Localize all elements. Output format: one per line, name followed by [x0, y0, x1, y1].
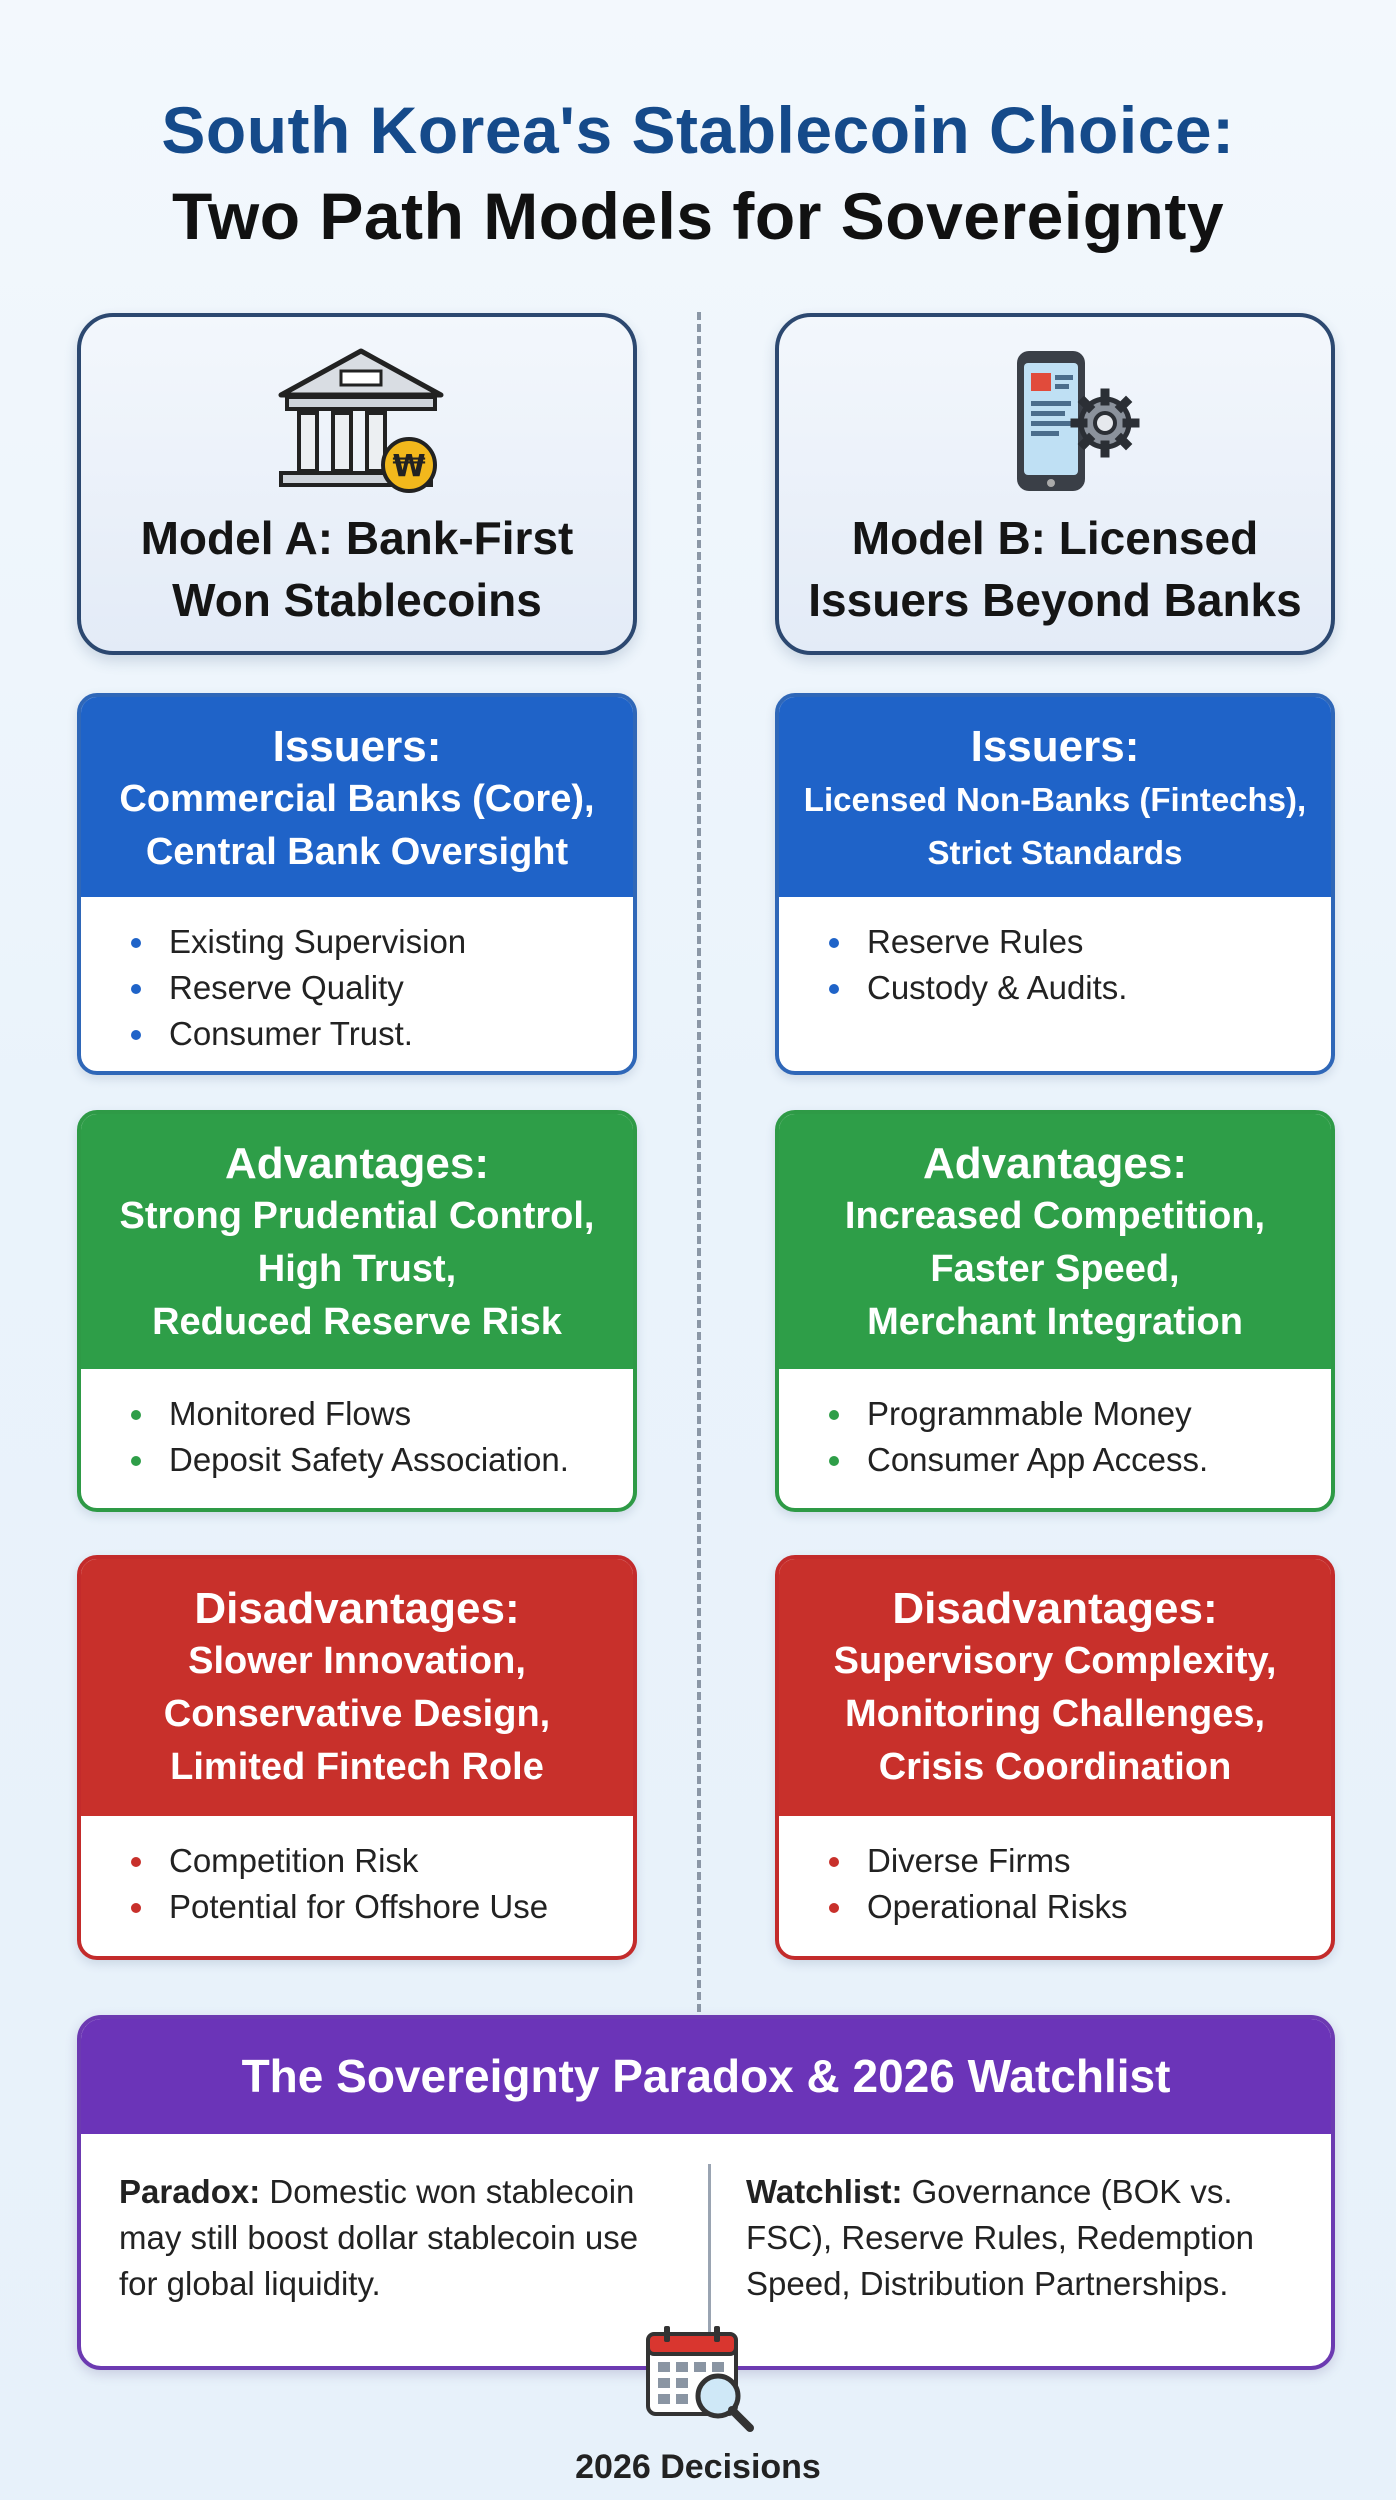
advantages-text: Strong Prudential Control, High Trust, Reduced Reserve Risk: [119, 1195, 595, 1343]
issuers-label: Issuers:: [272, 722, 442, 771]
model-a-card: [77, 313, 637, 655]
model-b-advantages-card: [775, 1110, 1335, 1512]
advantages-label: Advantages:: [224, 1139, 490, 1188]
list-item: Operational Risks: [829, 1884, 1331, 1930]
model-b-title: Model B: Licensed Issuers Beyond Banks: [808, 512, 1302, 626]
model-a-issuers-card: [77, 693, 637, 1075]
model-b-card: [775, 313, 1335, 655]
watchlist-body: Governance (BOK vs. FSC), Reserve Rules, Redemption Speed, Distribution Partnerships.: [746, 2173, 1255, 2302]
model-a-advantages-card: [77, 1110, 637, 1512]
calendar-magnifier-icon: [640, 2320, 760, 2440]
list-item: Programmable Money: [829, 1391, 1331, 1437]
issuers-text: Licensed Non-Banks (Fintechs), Strict Standards: [803, 781, 1307, 871]
model-b-disadvantages-card: [775, 1555, 1335, 1960]
list-item: Reserve Quality: [131, 965, 633, 1011]
disadvantages-label: Disadvantages:: [892, 1584, 1218, 1633]
footer-label: 2026 Decisions: [575, 2448, 821, 2486]
model-a-title: Model A: Bank-First Won Stablecoins: [140, 512, 574, 626]
model-b-issuers-card: [775, 693, 1335, 1075]
won-badge-glyph: ₩: [392, 449, 426, 484]
center-divider: [697, 312, 701, 2012]
list-item: Consumer App Access.: [829, 1437, 1331, 1483]
phone-gear-icon: [969, 347, 1149, 497]
advantages-text: Increased Competition, Faster Speed, Merchant Integration: [844, 1195, 1266, 1343]
list-item: Existing Supervision: [131, 919, 633, 965]
list-item: Monitored Flows: [131, 1391, 633, 1437]
panel-title: The Sovereignty Paradox & 2026 Watchlist: [81, 2019, 1331, 2134]
disadvantages-text: Slower Innovation, Conservative Design, Limited Fintech Role: [163, 1640, 551, 1788]
paradox-label: Paradox:: [119, 2173, 261, 2210]
panel-divider: [708, 2164, 711, 2334]
watchlist-text: [746, 2169, 1306, 2307]
list-item: Consumer Trust.: [131, 1011, 633, 1057]
disadvantages-label: Disadvantages:: [194, 1584, 520, 1633]
page-title-line2: Two Path Models for Sovereignty: [171, 179, 1225, 253]
list-item: Potential for Offshore Use: [131, 1884, 633, 1930]
list-item: Custody & Audits.: [829, 965, 1331, 1011]
watchlist-panel: [77, 2015, 1335, 2370]
advantages-label: Advantages:: [922, 1139, 1188, 1188]
paradox-text: [119, 2169, 679, 2307]
list-item: Competition Risk: [131, 1838, 633, 1884]
watchlist-label: Watchlist:: [746, 2173, 903, 2210]
issuers-label: Issuers:: [970, 722, 1140, 771]
list-item: Diverse Firms: [829, 1838, 1331, 1884]
issuers-text: Commercial Banks (Core), Central Bank Oversight: [119, 778, 595, 873]
paradox-body: Domestic won stablecoin may still boost dollar stablecoin use for global liquidity.: [119, 2173, 639, 2302]
list-item: Reserve Rules: [829, 919, 1331, 965]
page-title-line1: South Korea's Stablecoin Choice:: [161, 93, 1235, 167]
list-item: Deposit Safety Association.: [131, 1437, 633, 1483]
bank-won-icon: [271, 347, 451, 497]
disadvantages-text: Supervisory Complexity, Monitoring Challenges, Crisis Coordination: [833, 1640, 1277, 1788]
model-a-disadvantages-card: [77, 1555, 637, 1960]
